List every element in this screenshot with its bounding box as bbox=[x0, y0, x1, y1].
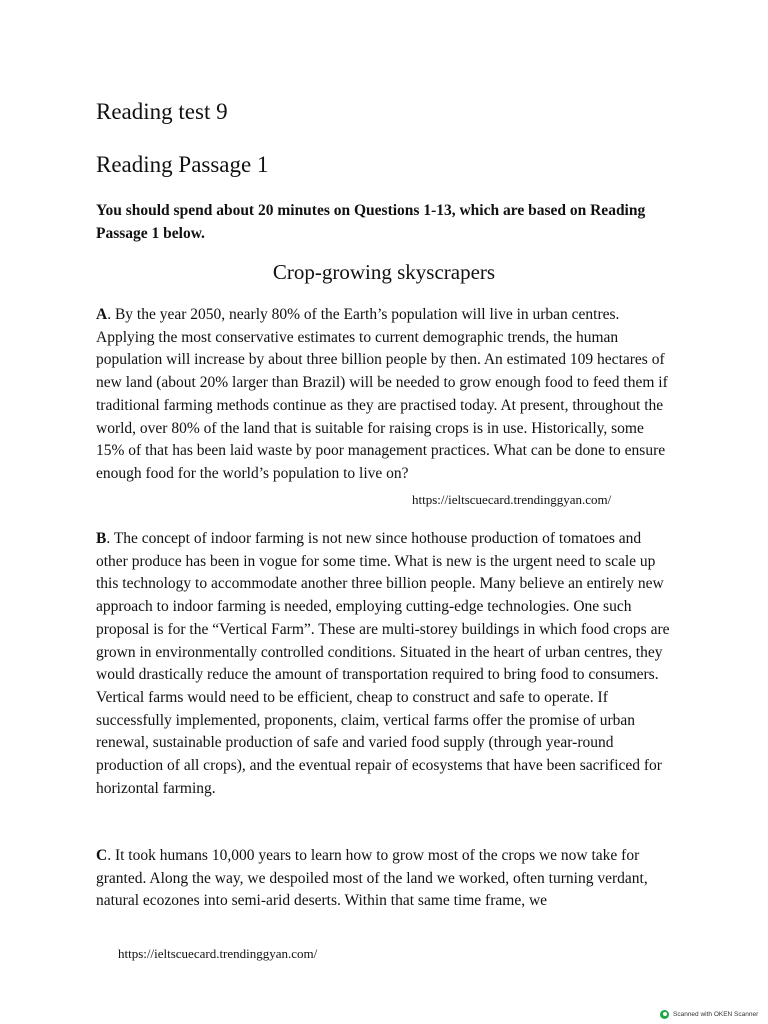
scanner-badge-text: Scanned with OKEN Scanner bbox=[673, 1010, 759, 1018]
paragraph-a bbox=[96, 304, 676, 486]
paragraph-text: . By the year 2050, nearly 80% of the Earth’s population will live in urban centres. Applying the most conservative estimates to current demographic trends, the human population will increase by about three billion people by then. An estimated 109 hectares of new land (about 20% larger than Brazil) will be needed to grow enough food to feed them if traditional farming methods continue as they are practised today. At present, throughout the world, over 80% of the land that is suitable for raising crops is in use. Historically, some 15% of that has been laid waste by poor management practices. What can be done to ensure enough food for the world’s population to live on? bbox=[96, 306, 668, 482]
paragraph-label: C bbox=[96, 847, 108, 864]
passage-heading: Reading Passage 1 bbox=[96, 152, 269, 177]
paragraph-text: . The concept of indoor farming is not new since hothouse production of tomatoes and other produce has been in vogue for some time. What is new is the urgent need to scale up this technology to accommodate another three billion people. Many believe an entirely new approach to indoor farming is needed, employing cutting-edge technologies. One such proposal is for the “Vertical Farm”. These are multi-storey buildings in which food crops are grown in environmentally controlled conditions. Situated in the heart of urban centres, they would drastically reduce the amount of transportation required to bring food to consumers. Vertical farms would need to be efficient, cheap to construct and safe to operate. If successfully implemented, proponents, claim, vertical farms offer the promise of urban renewal, sustainable production of safe and varied food supply (through year-round production of all crops), and the eventual repair of ecosystems that have been sacrificed for horizontal farming. bbox=[96, 530, 670, 797]
inline-watermark-url: https://ieltscuecard.trendinggyan.com/ bbox=[412, 492, 612, 507]
paragraph-c bbox=[96, 845, 676, 913]
paragraph-text: . It took humans 10,000 years to learn how to grow most of the crops we now take for granted. Along the way, we despoiled most of the land we worked, often turning verdant, natural ecozones into semi-arid deserts. Within that same time frame, we bbox=[96, 847, 648, 910]
passage-title: Crop-growing skyscrapers bbox=[272, 260, 496, 284]
scanner-badge bbox=[660, 1008, 758, 1020]
oken-scanner-logo-icon bbox=[660, 1010, 669, 1019]
test-title: Reading test 9 bbox=[96, 99, 228, 124]
instructions-text: You should spend about 20 minutes on Questions 1-13, which are based on Reading Passage 1 below. bbox=[96, 202, 646, 242]
paragraph-label: A bbox=[96, 306, 108, 323]
footer-url: https://ieltscuecard.trendinggyan.com/ bbox=[118, 946, 318, 961]
paragraph-b bbox=[96, 528, 676, 800]
paragraph-label: B bbox=[96, 530, 107, 547]
